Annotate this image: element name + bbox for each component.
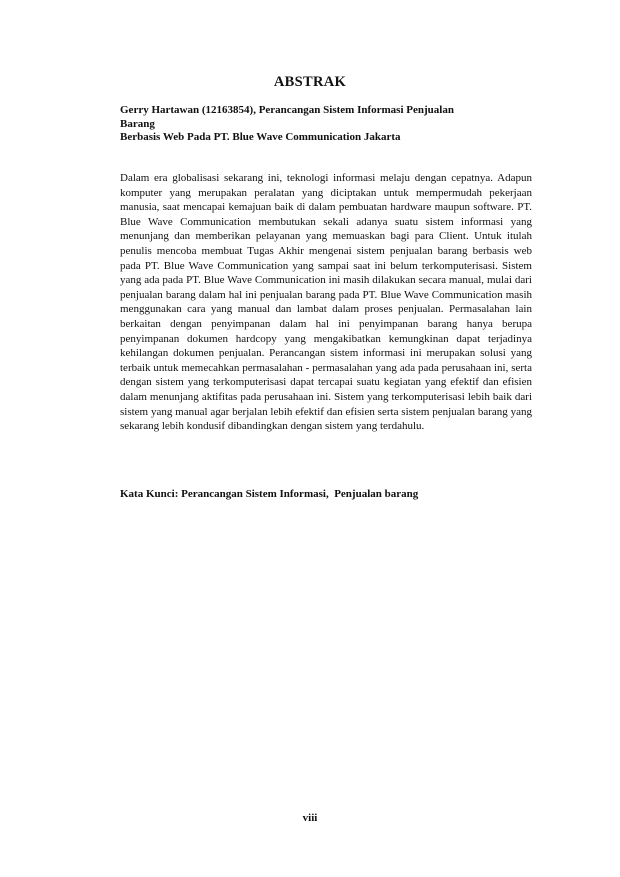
title-continuation-line: Barang [120, 117, 155, 130]
keywords-line: Kata Kunci: Perancangan Sistem Informasi, Penjualan barang [120, 488, 419, 500]
abstract-body: Dalam era globalisasi sekarang ini, teknologi informasi melaju dengan cepatnya. Adapun komputer yang merupakan peralatan yang diciptakan untuk mempermudah pekerjaan manusia, saat mencapai kemajuan baik di dalam pembuatan hardware maupun software. PT. Blue Wave Communication membutukan sekali adanya suatu sistem informasi yang menunjang dan memberikan pelayanan yang memuaskan bagi para Client. Untuk itulah penulis mencoba membuat Tugas Akhir mengenai sistem penjualan barang berbasis web pada PT. Blue Wave Communication yang sampai saat ini belum terkomputerisasi. Sistem yang ada pada PT. Blue Wave Communication ini masih dilakukan secara manual, mulai dari penjualan barang dalam hal ini penjualan barang pada PT. Blue Wave Communication masih menggunakan cara yang manual dan lambat dalam proses penjualan. Permasalahan lain berkaitan dengan penyimpanan dalam hal ini penyimpanan barang hanya berupa penyimpanan dokumen hardcopy yang mengakibatkan kemungkinan dapat terjadinya kehilangan dokumen penjualan. Perancangan sistem informasi ini merupakan solusi yang terbaik untuk memecahkan permasalahan - permasalahan yang ada pada perusahaan ini, serta dengan sistem yang terkomputerisasi dapat tercapai suatu kegiatan yang efektif dan efisien dalam menunjang aktifitas pada perusahaan ini. Sistem yang terkomputerisasi lebih baik dari sistem yang manual agar berjalan lebih efektif dan efisien serta sistem penjualan barang yang sekarang lebih kondusif dibandingkan dengan sistem yang terdahulu. [120, 172, 532, 433]
title-continuation-line: Berbasis Web Pada PT. Blue Wave Communication Jakarta [120, 131, 401, 143]
author-title-line: Gerry Hartawan (12163854), Perancangan Sistem Informasi Penjualan [120, 104, 454, 116]
page-title: ABSTRAK [273, 74, 347, 90]
abstract-header [120, 104, 532, 145]
page-number: viii [302, 812, 318, 824]
